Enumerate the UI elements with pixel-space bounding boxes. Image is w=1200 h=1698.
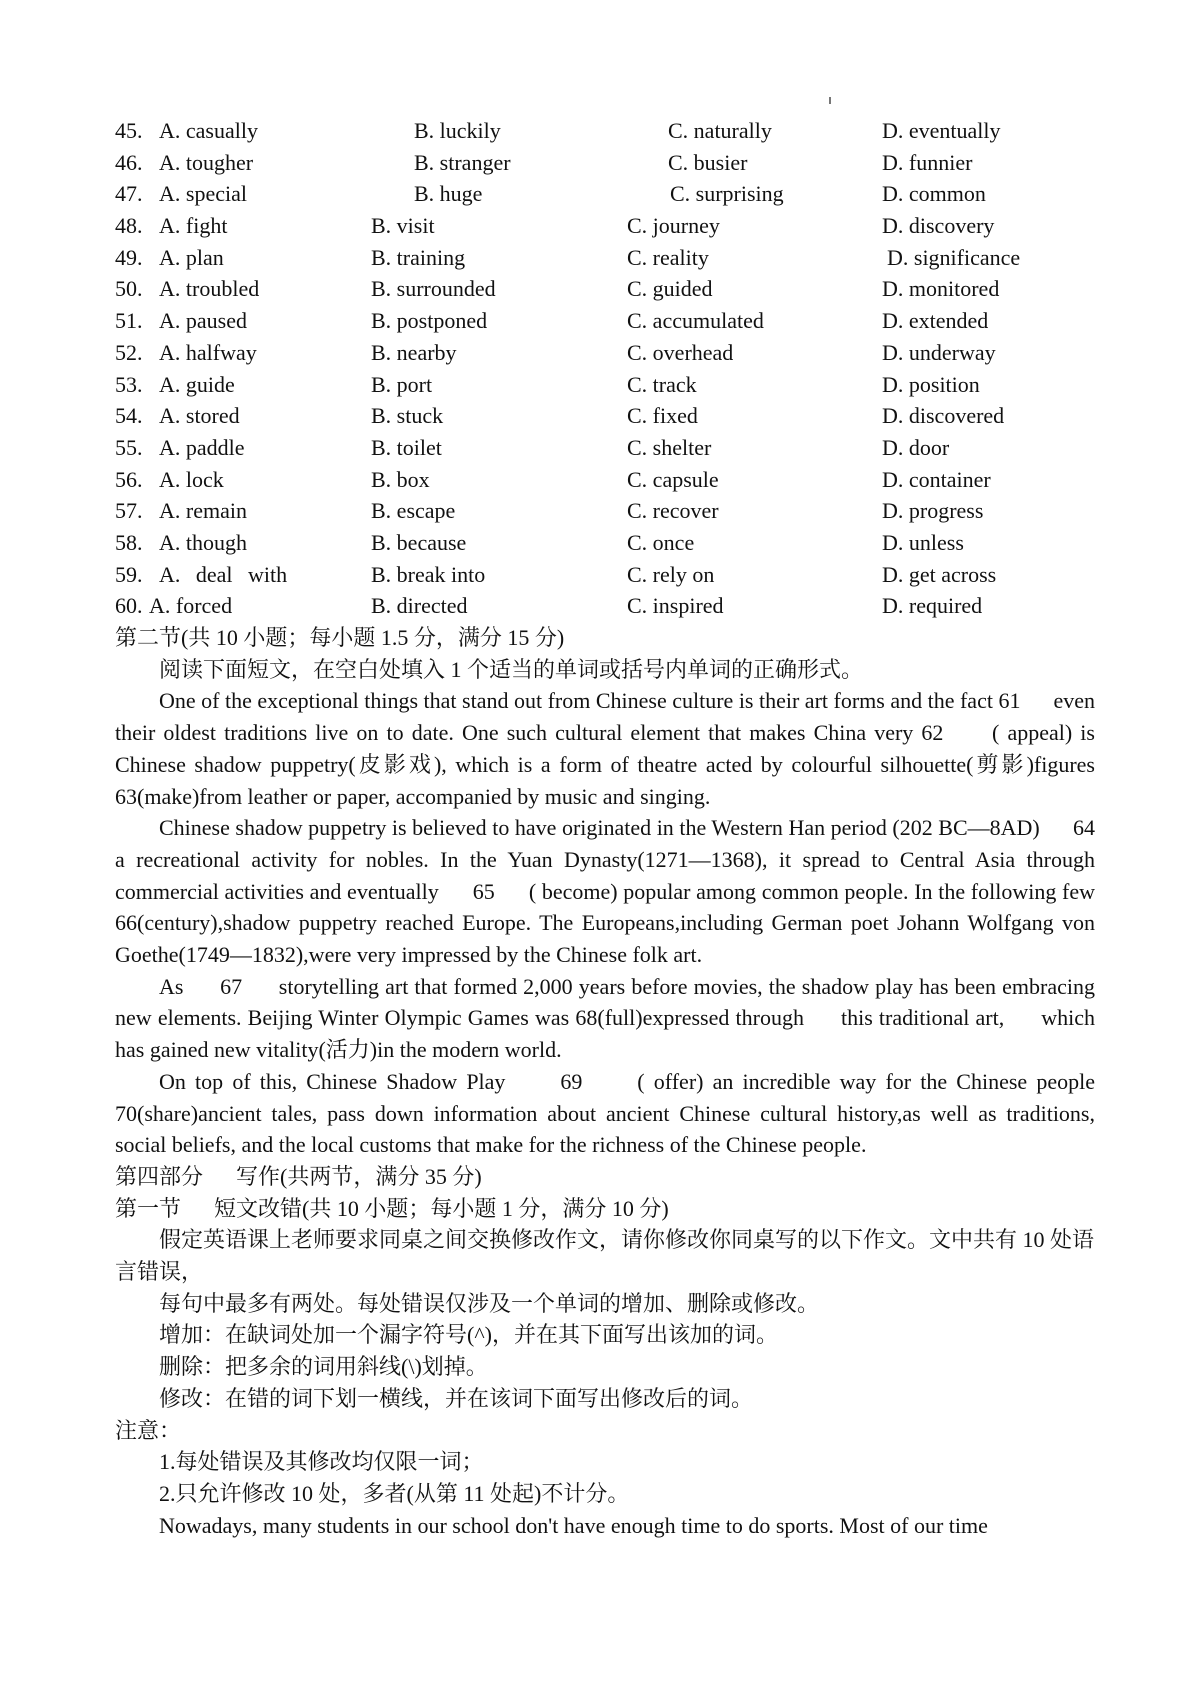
passage-paragraph: As 67 storytelling art that formed 2,000 years before movies, the shadow play has been embracing new elements. Beijing Winter Olympic Games was 68(full)expressed through this traditional art, which has gained new vitality(活力)in the modern world. xyxy=(115,973,1101,1063)
option-b: B. stranger xyxy=(414,149,511,175)
option-a: A. tougher xyxy=(159,149,254,175)
passage-paragraph: Chinese shadow puppetry is believed to have originated in the Western Han period (202 BC—8AD) 64 a recreational activity for nobles. In the Yuan Dynasty(1271—1368), it spread to Central Asia through commercial activities and eventually 65 ( become) popular among common people. In the following few 66(century),shadow puppetry reached Europe. The Europeans,including German poet Johann Wolfgang von Goethe(1749—1832),were very impressed by the Chinese folk art. xyxy=(115,815,1128,968)
instruction: 每句中最多有两处。每处错误仅涉及一个单词的增加、删除或修改。 xyxy=(159,1290,820,1316)
question-row xyxy=(115,432,1095,464)
option-c: C. overhead xyxy=(627,339,734,365)
option-a: A. special xyxy=(159,181,247,207)
question-number: 46. xyxy=(115,149,143,175)
question-number: 52. xyxy=(115,339,143,365)
question-row xyxy=(115,495,1095,527)
option-d: D. monitored xyxy=(882,276,1000,302)
option-a: A. paddle xyxy=(159,434,245,460)
option-d: D. progress xyxy=(882,498,984,524)
note-label: 注意： xyxy=(115,1417,182,1443)
page-mark xyxy=(829,97,831,104)
section-heading: 第二节(共 10 小题；每小题 1.5 分，满分 15 分) xyxy=(115,625,565,650)
option-d: D. underway xyxy=(882,339,996,365)
option-d: D. container xyxy=(882,466,991,492)
question-number: 47. xyxy=(115,181,143,207)
option-c: C. rely on xyxy=(627,561,715,587)
question-row xyxy=(115,178,1095,210)
question-row xyxy=(115,115,1095,147)
option-c: C. guided xyxy=(627,276,713,302)
option-d: D. get across xyxy=(882,561,997,587)
option-d: D. common xyxy=(882,181,986,207)
question-row xyxy=(115,337,1095,369)
question-row xyxy=(115,559,1095,591)
option-a: A. though xyxy=(159,529,247,555)
option-c: C. naturally xyxy=(668,118,772,143)
option-d: D. eventually xyxy=(882,118,1001,143)
question-number: 59. xyxy=(115,561,143,587)
option-b: B. postponed xyxy=(371,308,488,334)
option-b: B. port xyxy=(371,371,433,397)
option-c: C. busier xyxy=(668,149,748,175)
option-d: D. unless xyxy=(882,529,964,555)
option-d: D. discovered xyxy=(882,403,1005,429)
instruction: 假定英语课上老师要求同桌之间交换修改作文，请你修改你同桌写的以下作文。文中共有 10 处语言错误， xyxy=(115,1227,1095,1285)
question-number: 45. xyxy=(115,118,143,143)
question-row xyxy=(115,273,1095,305)
option-c: C. shelter xyxy=(627,434,712,460)
option-a: A. casually xyxy=(159,118,258,143)
question-number: 58. xyxy=(115,529,143,555)
option-a: A. stored xyxy=(159,403,240,429)
option-a: A. guide xyxy=(159,371,235,397)
question-number: 53. xyxy=(115,371,143,397)
option-b: B. surrounded xyxy=(371,276,496,302)
option-d: D. required xyxy=(882,593,983,619)
instruction: 阅读下面短文，在空白处填入 1 个适当的单词或括号内单词的正确形式。 xyxy=(159,656,864,682)
option-d: D. significance xyxy=(887,244,1021,270)
note-item: 1.每处错误及其修改均仅限一词； xyxy=(159,1449,484,1475)
option-b: B. box xyxy=(371,466,430,492)
question-number: 48. xyxy=(115,213,143,239)
reading-and-writing xyxy=(115,622,1128,1541)
option-d: D. funnier xyxy=(882,149,973,175)
option-b: B. directed xyxy=(371,593,468,619)
note-item: 2.只允许修改 10 处，多者(从第 11 处起)不计分。 xyxy=(159,1480,630,1506)
option-c: C. track xyxy=(627,371,697,397)
option-d: D. discovery xyxy=(882,213,995,239)
instruction: 修改：在错的词下划一横线，并在该词下面写出修改后的词。 xyxy=(159,1385,754,1411)
option-b: B. toilet xyxy=(371,434,442,460)
question-number: 54. xyxy=(115,403,143,429)
option-b: B. stuck xyxy=(371,403,444,429)
question-number: 57. xyxy=(115,498,143,524)
question-row xyxy=(115,242,1095,274)
question-number: 55. xyxy=(115,434,143,460)
option-b: B. escape xyxy=(371,498,456,524)
question-row xyxy=(115,369,1095,401)
multiple-choice-options xyxy=(115,115,1095,622)
question-row xyxy=(115,400,1095,432)
question-row xyxy=(115,590,1095,622)
option-a: A. plan xyxy=(159,244,224,270)
part-heading: 第四部分 写作(共两节，满分 35 分) xyxy=(115,1163,482,1189)
option-b: B. because xyxy=(371,529,467,555)
option-a: A. troubled xyxy=(159,276,260,302)
option-c: C. once xyxy=(627,529,695,555)
question-row xyxy=(115,305,1095,337)
question-row xyxy=(115,147,1095,179)
option-c: C. fixed xyxy=(627,403,698,429)
option-b: B. break into xyxy=(371,561,486,587)
instruction: 增加：在缺词处加一个漏字符号(^)，并在其下面写出该加的词。 xyxy=(159,1322,778,1348)
question-number: 50. xyxy=(115,276,143,302)
question-number: 49. xyxy=(115,244,143,270)
option-c: C. inspired xyxy=(627,593,724,619)
question-number: 51. xyxy=(115,308,143,334)
option-a: A. remain xyxy=(159,498,247,524)
question-number: 56. xyxy=(115,466,143,492)
option-a: A. halfway xyxy=(159,339,257,365)
option-d: D. extended xyxy=(882,308,989,334)
option-b: B. huge xyxy=(414,181,483,207)
option-b: B. training xyxy=(371,244,466,270)
passage-paragraph: On top of this, Chinese Shadow Play 69 ( offer) an incredible way for the Chinese people 70(share)ancient tales, pass down information about ancient Chinese cultural history,as well as traditions, social beliefs, and the local customs that make for the richness of the Chinese people. xyxy=(115,1068,1101,1158)
question-row xyxy=(115,210,1095,242)
question-row xyxy=(115,464,1095,496)
option-c: C. journey xyxy=(627,213,720,239)
option-b: B. visit xyxy=(371,213,435,239)
option-c: C. reality xyxy=(627,244,709,270)
passage-paragraph: One of the exceptional things that stand out from Chinese culture is their art forms and the fact 61 even their oldest traditions live on to date. One such cultural element that makes China very 62 ( appeal) is Chinese shadow puppetry(皮影戏), which is a form of theatre acted by colourful silhouette(剪影)figures 63(make)from leather or paper, accompanied by music and singing. xyxy=(115,688,1101,809)
option-c: C. capsule xyxy=(627,466,719,492)
essay-text: Nowadays, many students in our school don't have enough time to do sports. Most of our time xyxy=(159,1512,988,1538)
option-b: B. luckily xyxy=(414,118,501,143)
option-a: A. forced xyxy=(149,593,233,619)
option-d: D. door xyxy=(882,434,950,460)
section-heading: 第一节 短文改错(共 10 小题；每小题 1 分，满分 10 分) xyxy=(115,1195,669,1221)
option-a: A. paused xyxy=(159,308,247,334)
option-c: C. accumulated xyxy=(627,308,764,334)
option-c: C. recover xyxy=(627,498,719,524)
instruction: 删除：把多余的词用斜线(\)划掉。 xyxy=(159,1354,488,1380)
option-a: A. fight xyxy=(159,213,228,239)
question-row xyxy=(115,527,1095,559)
question-number: 60. xyxy=(115,593,143,619)
option-a: A. deal with xyxy=(159,561,288,587)
option-d: D. position xyxy=(882,371,980,397)
option-c: C. surprising xyxy=(670,181,784,207)
option-b: B. nearby xyxy=(371,339,457,365)
option-a: A. lock xyxy=(159,466,224,492)
